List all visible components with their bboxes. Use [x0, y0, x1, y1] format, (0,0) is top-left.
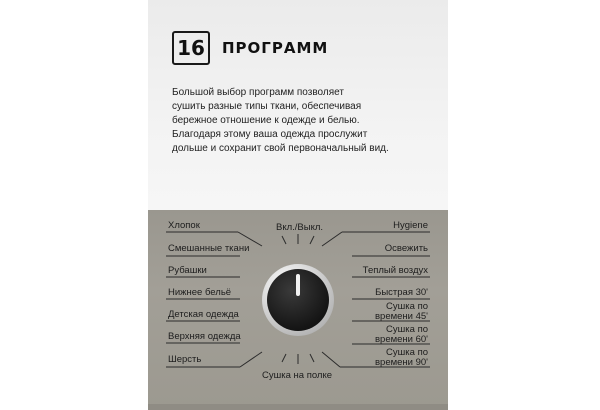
program-refresh: Освежить	[384, 243, 428, 254]
program-count-badge: 16	[172, 31, 210, 65]
description-line: Большой выбор программ позволяет	[172, 87, 344, 98]
program-mixed: Смешанные ткани	[168, 243, 250, 254]
program-timed-90-line2: времени 90'	[374, 357, 428, 368]
line-dry-label: Сушка на полке	[262, 370, 332, 381]
program-timed-45-line1: Сушка по	[386, 301, 428, 312]
program-warm-air: Теплый воздух	[362, 265, 428, 276]
program-quick-30: Быстрая 30'	[375, 287, 428, 298]
program-shirts: Рубашки	[168, 265, 207, 276]
power-label: Вкл./Выкл.	[276, 222, 324, 233]
program-timed-45-line2: времени 45'	[374, 311, 428, 322]
program-timed-60-line1: Сушка по	[386, 324, 428, 335]
program-outerwear: Верхняя одежда	[168, 331, 241, 342]
program-timed-60-line2: времени 60'	[374, 334, 428, 345]
program-hygiene: Hygiene	[393, 220, 428, 231]
program-timed-60	[375, 325, 428, 345]
program-cotton: Хлопок	[168, 220, 200, 231]
page-title: ПРОГРАММ	[222, 39, 329, 57]
program-timed-45	[375, 302, 428, 322]
program-timed-90-line1: Сушка по	[386, 347, 428, 358]
description-line: Благодаря этому ваша одежда прослужит	[172, 129, 368, 140]
program-underwear: Нижнее бельё	[168, 287, 232, 298]
description-line: сушить разные типы ткани, обеспечивая	[172, 101, 362, 112]
program-baby: Детская одежда	[168, 309, 239, 320]
program-wool: Шерсть	[168, 354, 202, 365]
dial-indicator-icon	[296, 274, 300, 296]
program-timed-90	[375, 348, 428, 368]
description-line: дольше и сохранит свой первоначальный вид.	[172, 143, 389, 154]
description-line: бережное отношение к одежде и белью.	[172, 115, 360, 126]
